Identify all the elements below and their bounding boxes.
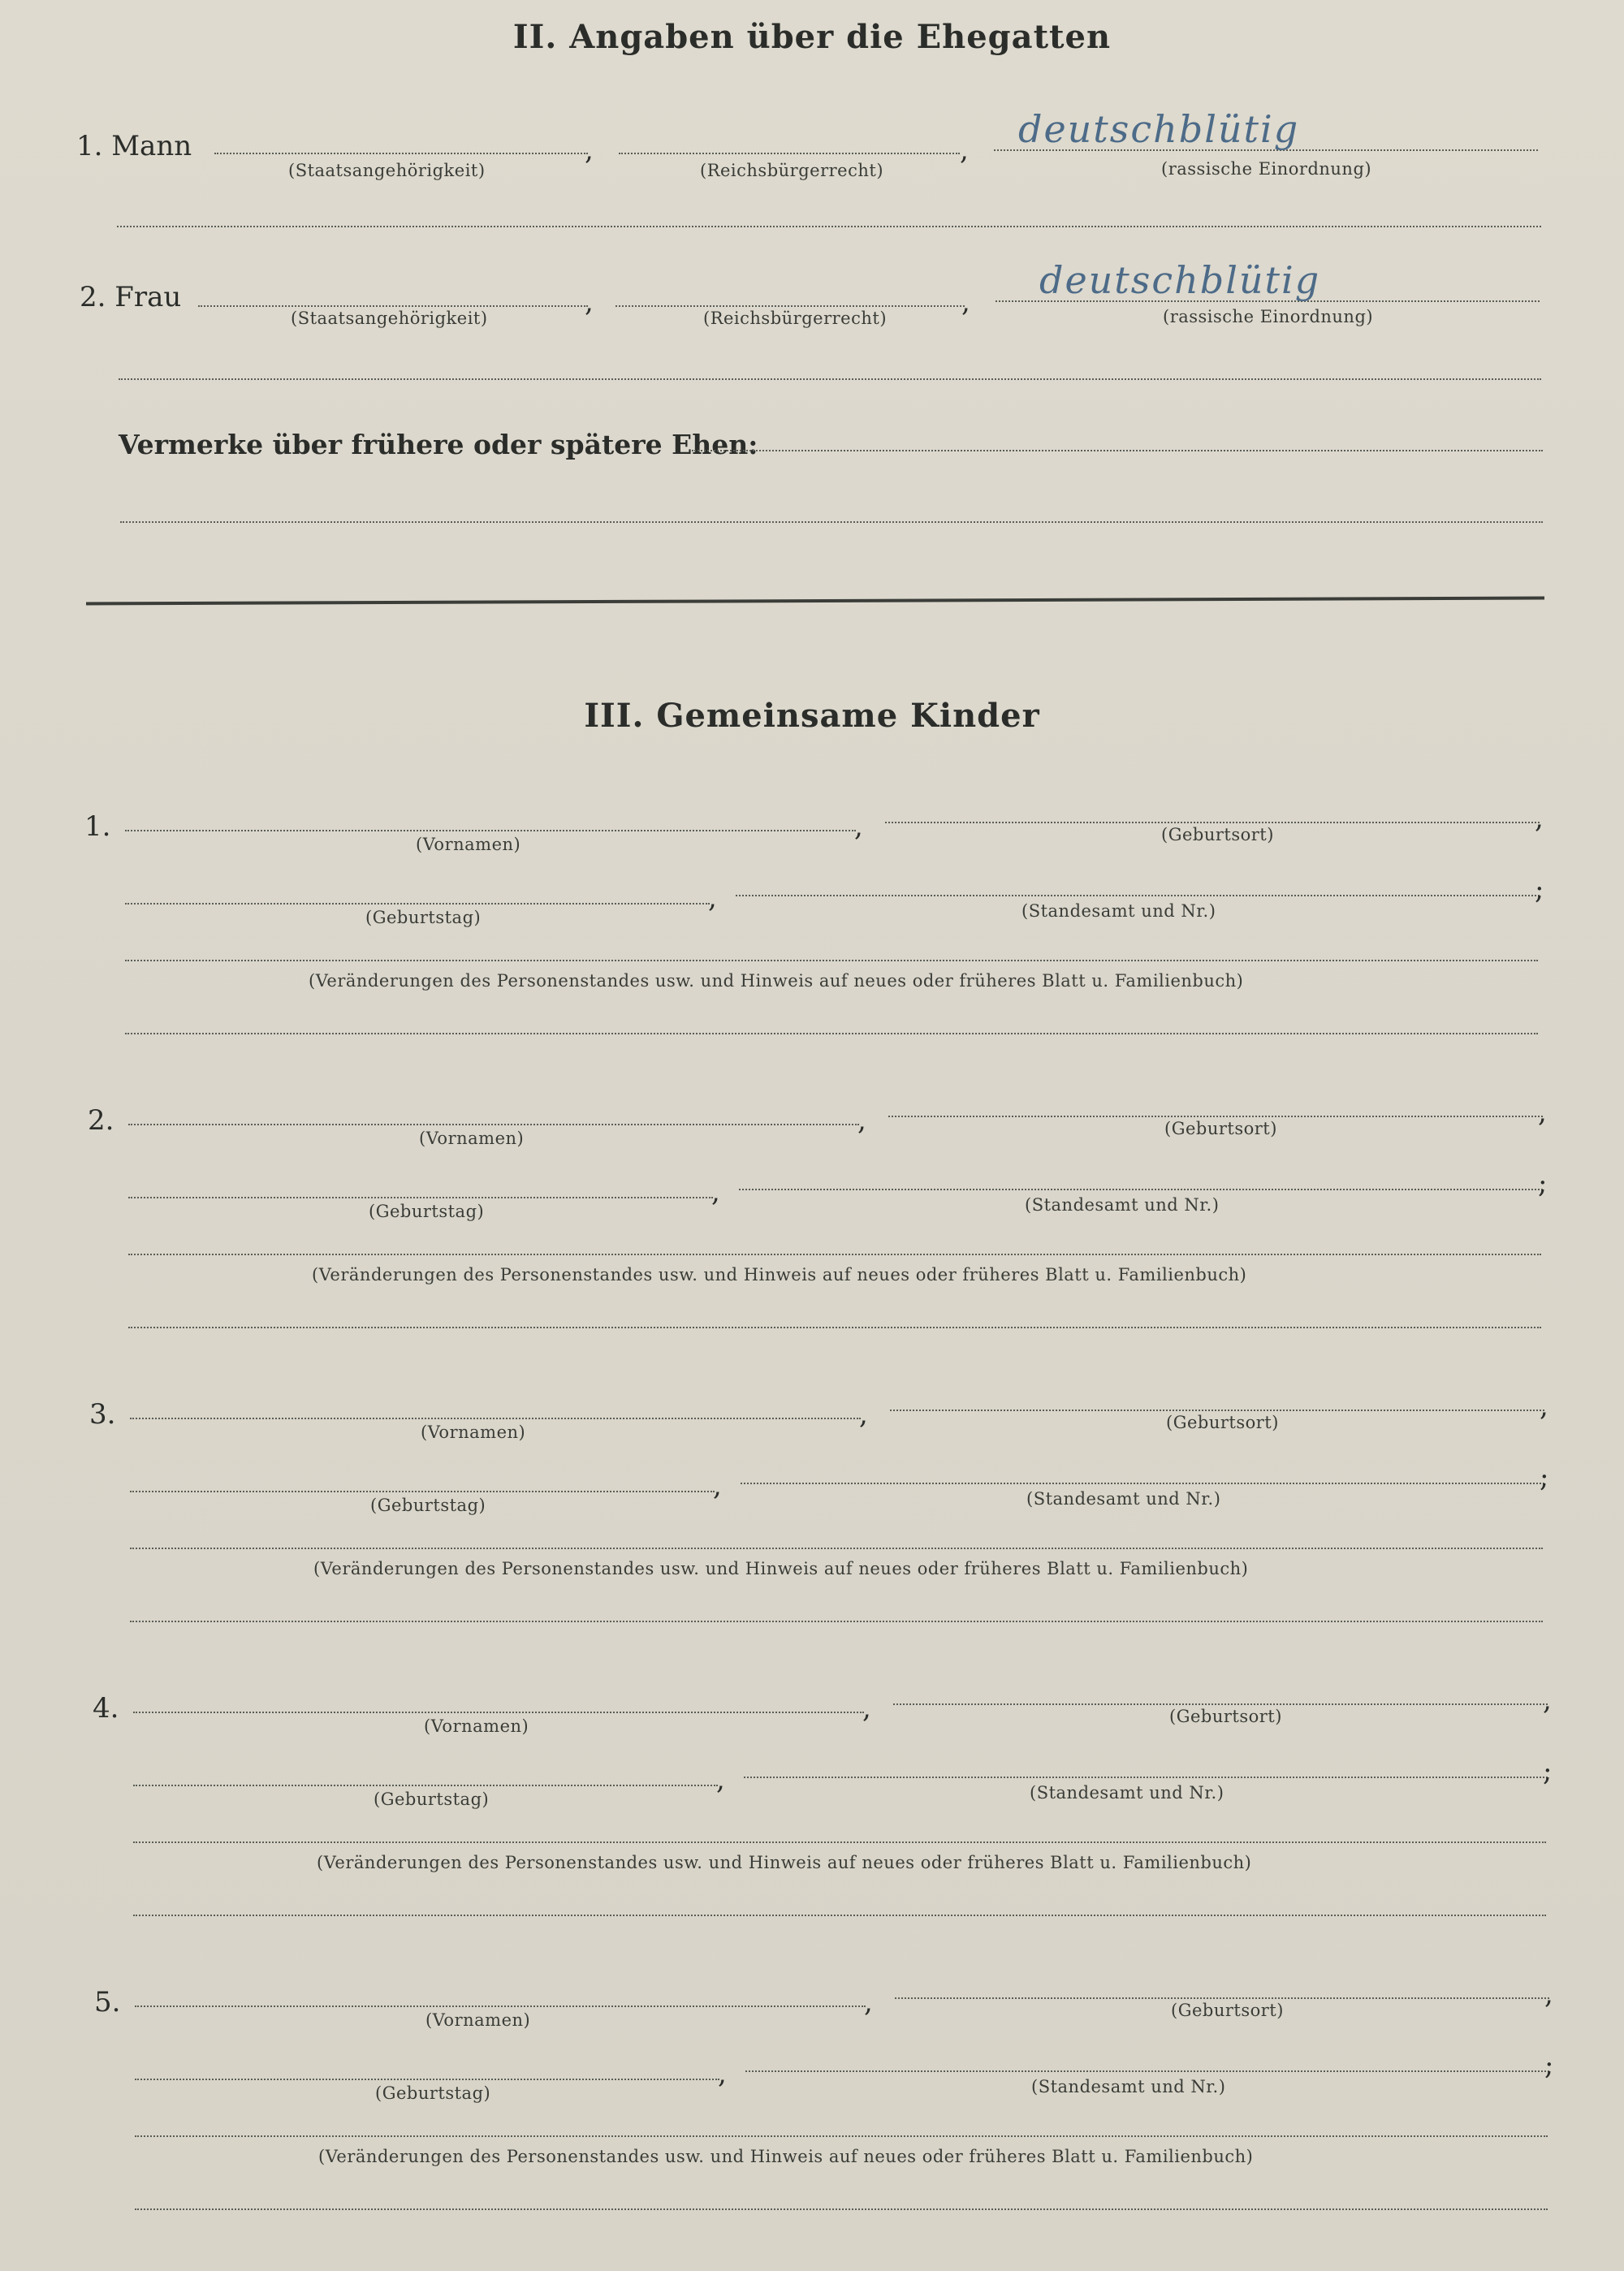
comma: , <box>862 1692 871 1725</box>
comma: , <box>585 286 594 318</box>
child-number: 3. <box>89 1398 116 1431</box>
child-vornamen-line[interactable] <box>130 1418 861 1419</box>
child-vornamen-line[interactable] <box>125 830 856 831</box>
child-geburtstag-line[interactable] <box>133 1785 718 1786</box>
caption-geburtstag: (Geburtstag) <box>370 1496 486 1515</box>
child-standesamt-line[interactable] <box>744 1777 1548 1778</box>
caption-rassische-einordnung: (rassische Einordnung) <box>1163 307 1374 326</box>
caption-geburtstag: (Geburtstag) <box>374 1790 490 1809</box>
caption-staatsangehoerigkeit: (Staatsangehörigkeit) <box>291 309 488 328</box>
caption-geburtsort: (Geburtsort) <box>1164 1119 1277 1138</box>
caption-geburtsort: (Geburtsort) <box>1161 825 1274 844</box>
semicolon: ; <box>1543 1755 1553 1788</box>
section-2-title: II. Angaben über die Ehegatten <box>512 18 1112 56</box>
caption-vornamen: (Vornamen) <box>425 2010 531 2030</box>
child-geburtsort-line[interactable] <box>890 1410 1544 1411</box>
child-veraenderungen-line[interactable] <box>125 960 1538 961</box>
caption-geburtsort: (Geburtsort) <box>1166 1413 1279 1432</box>
caption-veraenderungen: (Veränderungen des Personenstandes usw. und Hinweis auf neues oder früheres Blatt u. Familienbuch) <box>312 1265 1247 1284</box>
comma: , <box>1538 1096 1547 1129</box>
caption-vornamen: (Vornamen) <box>419 1129 525 1148</box>
child-geburtstag-line[interactable] <box>125 903 710 905</box>
caption-rassische-einordnung: (rassische Einordnung) <box>1161 159 1372 179</box>
comma: , <box>960 134 969 166</box>
vermerke-line-1[interactable] <box>692 450 1543 451</box>
comma: , <box>854 810 863 843</box>
caption-geburtstag: (Geburtstag) <box>365 908 482 927</box>
mann-rassische-einordnung-value: deutschblütig <box>1018 107 1300 151</box>
caption-veraenderungen: (Veränderungen des Personenstandes usw. und Hinweis auf neues oder früheres Blatt u. Familienbuch) <box>309 971 1244 991</box>
semicolon: ; <box>1544 2049 1554 2082</box>
child-extra-line[interactable] <box>133 1915 1546 1916</box>
caption-geburtsort: (Geburtsort) <box>1169 1707 1282 1726</box>
child-standesamt-line[interactable] <box>739 1189 1543 1190</box>
caption-geburtstag: (Geburtstag) <box>369 1202 485 1221</box>
caption-standesamt: (Standesamt und Nr.) <box>1025 1195 1220 1215</box>
child-extra-line[interactable] <box>130 1621 1543 1622</box>
child-number: 2. <box>88 1104 114 1137</box>
child-extra-line[interactable] <box>128 1327 1541 1328</box>
frau-reichsbuergerrecht-line[interactable] <box>615 305 965 307</box>
caption-vornamen: (Vornamen) <box>421 1423 526 1442</box>
comma: , <box>1535 802 1544 835</box>
caption-staatsangehoerigkeit: (Staatsangehörigkeit) <box>288 161 486 180</box>
frau-label: 2. Frau <box>80 281 182 313</box>
comma: , <box>585 134 594 166</box>
frau-extra-line[interactable] <box>119 378 1541 380</box>
comma: , <box>708 882 717 914</box>
comma: , <box>864 1986 873 2018</box>
child-vornamen-line[interactable] <box>128 1124 859 1125</box>
child-veraenderungen-line[interactable] <box>135 2135 1548 2137</box>
caption-standesamt: (Standesamt und Nr.) <box>1021 901 1216 921</box>
caption-geburtsort: (Geburtsort) <box>1171 2001 1284 2020</box>
child-number: 4. <box>93 1692 119 1725</box>
comma: , <box>711 1176 720 1208</box>
caption-geburtstag: (Geburtstag) <box>375 2083 491 2103</box>
comma: , <box>716 1764 725 1796</box>
child-vornamen-line[interactable] <box>133 1712 864 1713</box>
caption-standesamt: (Standesamt und Nr.) <box>1026 1489 1221 1509</box>
child-veraenderungen-line[interactable] <box>128 1254 1541 1255</box>
comma: , <box>857 1104 866 1137</box>
child-standesamt-line[interactable] <box>745 2070 1549 2072</box>
comma: , <box>859 1398 868 1431</box>
comma: , <box>1544 1978 1553 2010</box>
semicolon: ; <box>1535 874 1544 906</box>
comma: , <box>718 2057 727 2090</box>
child-geburtstag-line[interactable] <box>128 1197 713 1198</box>
mann-label: 1. Mann <box>76 130 192 162</box>
caption-standesamt: (Standesamt und Nr.) <box>1031 2077 1226 2096</box>
caption-vornamen: (Vornamen) <box>424 1716 529 1736</box>
child-geburtstag-line[interactable] <box>135 2079 719 2080</box>
caption-veraenderungen: (Veränderungen des Personenstandes usw. und Hinweis auf neues oder früheres Blatt u. Familienbuch) <box>318 2147 1254 2166</box>
comma: , <box>1543 1684 1552 1716</box>
child-geburtsort-line[interactable] <box>888 1116 1543 1117</box>
child-geburtsort-line[interactable] <box>885 822 1540 823</box>
semicolon: ; <box>1540 1461 1549 1494</box>
child-geburtsort-line[interactable] <box>895 1997 1549 1999</box>
mann-staatsangehoerigkeit-line[interactable] <box>214 153 588 154</box>
frau-staatsangehoerigkeit-line[interactable] <box>198 305 588 307</box>
caption-standesamt: (Standesamt und Nr.) <box>1030 1783 1224 1803</box>
child-extra-line[interactable] <box>135 2208 1548 2210</box>
child-number: 1. <box>84 810 111 843</box>
child-veraenderungen-line[interactable] <box>133 1841 1546 1843</box>
comma: , <box>713 1470 722 1502</box>
child-standesamt-line[interactable] <box>736 895 1540 896</box>
child-geburtstag-line[interactable] <box>130 1491 715 1492</box>
comma: , <box>961 286 970 318</box>
section-divider <box>86 597 1544 606</box>
caption-veraenderungen: (Veränderungen des Personenstandes usw. und Hinweis auf neues oder früheres Blatt u. Familienbuch) <box>317 1853 1252 1872</box>
section-3-title: III. Gemeinsame Kinder <box>584 697 1040 735</box>
frau-rassische-einordnung-value: deutschblütig <box>1039 258 1321 302</box>
caption-vornamen: (Vornamen) <box>416 835 521 854</box>
child-vornamen-line[interactable] <box>135 2005 866 2007</box>
comma: , <box>1540 1390 1548 1423</box>
child-extra-line[interactable] <box>125 1033 1538 1034</box>
child-veraenderungen-line[interactable] <box>130 1548 1543 1549</box>
mann-extra-line[interactable] <box>117 226 1541 227</box>
child-geburtsort-line[interactable] <box>893 1703 1548 1705</box>
caption-reichsbuergerrecht: (Reichsbürgerrecht) <box>700 161 884 180</box>
child-standesamt-line[interactable] <box>741 1483 1544 1484</box>
mann-reichsbuergerrecht-line[interactable] <box>619 153 960 154</box>
vermerke-label: Vermerke über frühere oder spätere Ehen: <box>119 429 758 460</box>
vermerke-line-2[interactable] <box>120 521 1543 523</box>
semicolon: ; <box>1538 1168 1548 1200</box>
child-number: 5. <box>94 1986 121 2018</box>
caption-veraenderungen: (Veränderungen des Personenstandes usw. und Hinweis auf neues oder früheres Blatt u. Familienbuch) <box>313 1559 1249 1578</box>
caption-reichsbuergerrecht: (Reichsbürgerrecht) <box>703 309 888 328</box>
